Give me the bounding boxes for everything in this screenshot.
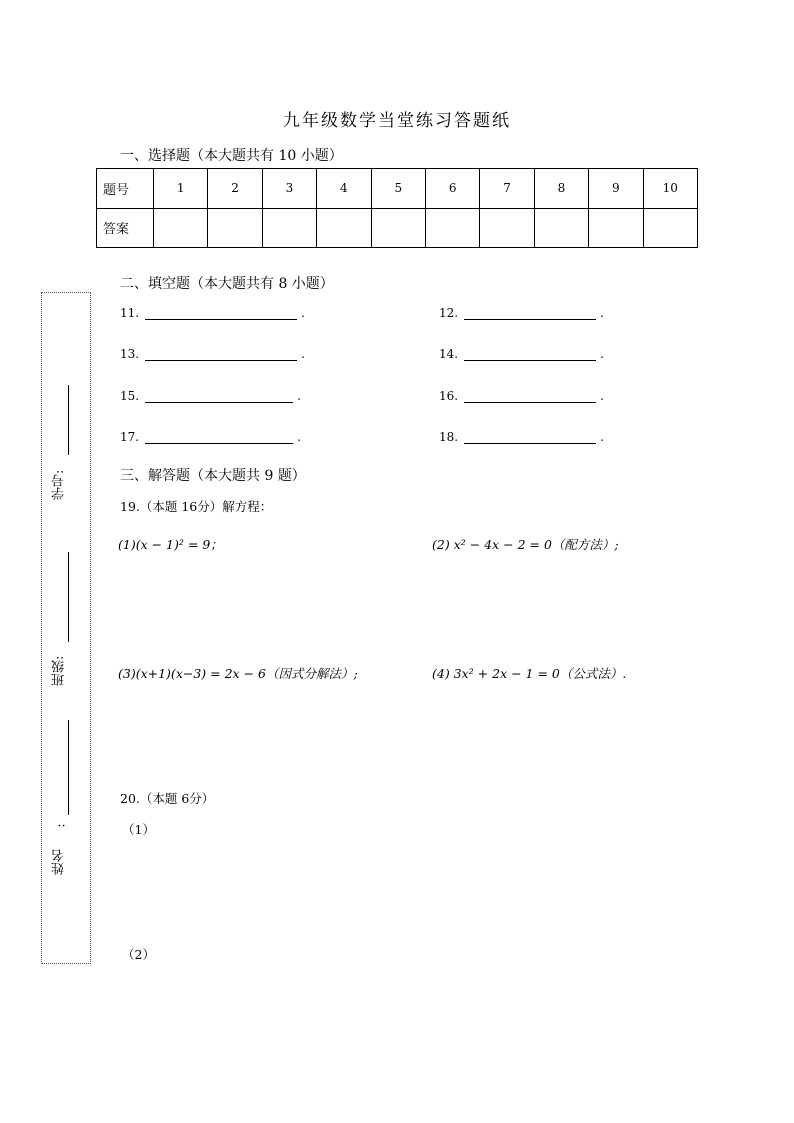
- question-number: 9: [589, 169, 643, 209]
- name-line[interactable]: [68, 720, 69, 815]
- answer-line[interactable]: [145, 307, 297, 320]
- question-20-part-2: （2）: [122, 947, 155, 962]
- answer-line[interactable]: [145, 390, 293, 403]
- name-colon: :: [53, 823, 69, 828]
- answer-cell[interactable]: [643, 208, 697, 248]
- question-19-part-4: (4) 3x² + 2x − 1 = 0（公式法）.: [432, 666, 627, 681]
- end-mark: .: [600, 347, 604, 361]
- blank-number: 12.: [439, 306, 459, 320]
- section-2-heading: 二、填空题（本大题共有 8 小题）: [120, 276, 334, 292]
- blank-item: [439, 389, 604, 403]
- end-mark: .: [301, 347, 305, 361]
- question-19-part-1: (1)(x − 1)² = 9；: [118, 537, 223, 552]
- answer-line[interactable]: [464, 431, 596, 444]
- answer-table: [96, 168, 698, 248]
- blank-item: [439, 430, 604, 444]
- section-3-heading: 三、解答题（本大题共 9 题）: [120, 468, 306, 484]
- blank-item: [120, 306, 305, 320]
- answer-line[interactable]: [145, 431, 293, 444]
- question-19-part-3: (3)(x+1)(x−3) = 2x − 6（因式分解法）;: [118, 666, 358, 681]
- question-number: 3: [262, 169, 316, 209]
- answer-line[interactable]: [464, 390, 596, 403]
- blank-item: [439, 347, 604, 361]
- end-mark: .: [600, 389, 604, 403]
- answer-cell[interactable]: [534, 208, 588, 248]
- answer-cell[interactable]: [208, 208, 262, 248]
- row-label-answer: 答案: [97, 208, 154, 248]
- question-19-part-2: (2) x² − 4x − 2 = 0（配方法）;: [432, 537, 619, 552]
- student-number-line[interactable]: [68, 385, 69, 455]
- end-mark: .: [600, 306, 604, 320]
- table-row: [97, 208, 698, 248]
- question-number: 5: [371, 169, 425, 209]
- question-number: 7: [480, 169, 534, 209]
- row-label-number: 题号: [97, 169, 154, 209]
- question-number: 1: [154, 169, 208, 209]
- student-number-label: 学号:: [52, 469, 67, 501]
- blank-number: 15.: [120, 389, 140, 403]
- question-number: 10: [643, 169, 697, 209]
- answer-cell[interactable]: [154, 208, 208, 248]
- end-mark: .: [600, 430, 604, 444]
- question-20: 20.（本题 6分）: [120, 791, 215, 806]
- blank-item: [120, 389, 301, 403]
- blank-item: [120, 430, 301, 444]
- end-mark: .: [297, 389, 301, 403]
- class-label: 班级:: [52, 655, 67, 687]
- question-number: 2: [208, 169, 262, 209]
- answer-cell[interactable]: [371, 208, 425, 248]
- class-line[interactable]: [68, 552, 69, 642]
- blank-number: 16.: [439, 389, 459, 403]
- blank-item: [439, 306, 604, 320]
- blank-number: 11.: [120, 306, 140, 320]
- answer-line[interactable]: [464, 348, 596, 361]
- answer-cell[interactable]: [589, 208, 643, 248]
- question-number: 4: [317, 169, 371, 209]
- section-1-heading: 一、选择题（本大题共有 10 小题）: [120, 148, 343, 164]
- question-19: 19.（本题 16分）解方程：: [120, 499, 273, 514]
- blank-number: 14.: [439, 347, 459, 361]
- name-label: 姓名: [52, 849, 67, 875]
- blank-number: 18.: [439, 430, 459, 444]
- answer-cell[interactable]: [480, 208, 534, 248]
- answer-cell[interactable]: [317, 208, 371, 248]
- answer-cell[interactable]: [425, 208, 479, 248]
- blank-number: 17.: [120, 430, 140, 444]
- page-title: 九年级数学当堂练习答题纸: [283, 111, 511, 131]
- table-row: [97, 169, 698, 209]
- answer-line[interactable]: [464, 307, 596, 320]
- blank-item: [120, 347, 305, 361]
- blank-number: 13.: [120, 347, 140, 361]
- question-20-part-1: （1）: [122, 822, 155, 837]
- answer-line[interactable]: [145, 348, 297, 361]
- question-number: 6: [425, 169, 479, 209]
- end-mark: .: [301, 306, 305, 320]
- question-number: 8: [534, 169, 588, 209]
- end-mark: .: [297, 430, 301, 444]
- answer-cell[interactable]: [262, 208, 316, 248]
